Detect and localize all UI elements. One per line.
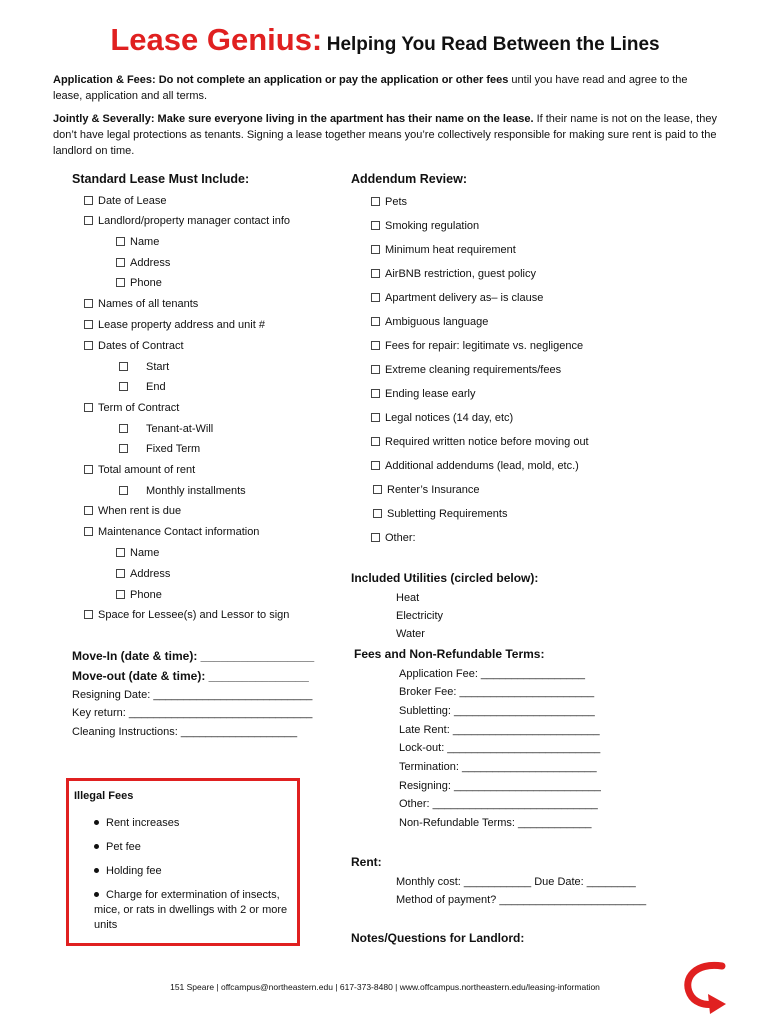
checklist-item[interactable]: Address xyxy=(116,257,170,269)
addendum-item[interactable]: Fees for repair: legitimate vs. negligence xyxy=(371,340,583,352)
checkbox-icon[interactable] xyxy=(84,610,93,619)
subtitle: Helping You Read Between the Lines xyxy=(326,34,660,55)
fee-broker[interactable]: Broker Fee: ______________________ xyxy=(399,686,595,698)
illegal-fee-item: Holding fee xyxy=(94,864,292,879)
checkbox-icon[interactable] xyxy=(119,362,128,371)
addendum-heading: Addendum Review: xyxy=(351,172,467,186)
checkbox-icon[interactable] xyxy=(116,278,125,287)
move-out-field[interactable]: Move-out (date & time): _______________ xyxy=(72,669,309,683)
fee-other[interactable]: Other: ___________________________ xyxy=(399,798,598,810)
intro-paragraph-applications xyxy=(53,72,718,104)
checkbox-icon[interactable] xyxy=(84,320,93,329)
checkbox-icon[interactable] xyxy=(371,245,380,254)
fee-termination[interactable]: Termination: ______________________ xyxy=(399,761,597,773)
checklist-item[interactable]: When rent is due xyxy=(84,505,181,517)
addendum-item[interactable]: AirBNB restriction, guest policy xyxy=(371,268,536,280)
checklist-item[interactable]: Monthly installments xyxy=(119,485,246,497)
checklist-item[interactable]: Maintenance Contact information xyxy=(84,526,259,538)
checklist-item[interactable]: Tenant-at-Will xyxy=(119,423,213,435)
checklist-item[interactable]: Space for Lessee(s) and Lessor to sign xyxy=(84,609,289,621)
addendum-item[interactable]: Legal notices (14 day, etc) xyxy=(371,412,513,424)
addendum-item[interactable]: Other: xyxy=(371,532,416,544)
checkbox-icon[interactable] xyxy=(84,299,93,308)
checklist-item[interactable]: Phone xyxy=(116,277,162,289)
checklist-item[interactable]: Phone xyxy=(116,589,162,601)
utility-electricity[interactable]: Electricity xyxy=(396,610,444,622)
notes-heading: Notes/Questions for Landlord: xyxy=(351,931,525,945)
bullet-icon xyxy=(94,892,99,897)
checkbox-icon[interactable] xyxy=(371,461,380,470)
addendum-item[interactable]: Additional addendums (lead, mold, etc.) xyxy=(371,460,579,472)
checkbox-icon[interactable] xyxy=(119,424,128,433)
intro-p2-bold: Jointly & Severally: Make sure everyone living in the apartment has their name on the lease. xyxy=(53,113,534,125)
utility-water[interactable]: Water xyxy=(396,628,425,640)
checkbox-icon[interactable] xyxy=(371,389,380,398)
bullet-icon xyxy=(94,820,99,825)
checkbox-icon[interactable] xyxy=(371,437,380,446)
fee-resigning[interactable]: Resigning: ________________________ xyxy=(399,780,601,792)
checklist-item[interactable]: Lease property address and unit # xyxy=(84,319,265,331)
checklist-item[interactable]: Name xyxy=(116,236,159,248)
checkbox-icon[interactable] xyxy=(116,569,125,578)
checklist-item[interactable]: Total amount of rent xyxy=(84,464,195,476)
checklist-item[interactable]: Fixed Term xyxy=(119,443,200,455)
payment-method-field[interactable]: Method of payment? ________________________ xyxy=(396,894,647,906)
checkbox-icon[interactable] xyxy=(371,269,380,278)
intro-p1-rest: until you have read and agree to the lease, application and all terms. xyxy=(53,74,688,102)
checklist-item[interactable]: Names of all tenants xyxy=(84,298,198,310)
illegal-fee-item: Pet fee xyxy=(94,840,292,855)
fee-non-refundable[interactable]: Non-Refundable Terms: ____________ xyxy=(399,817,592,829)
checkbox-icon[interactable] xyxy=(119,444,128,453)
addendum-item[interactable]: Smoking regulation xyxy=(371,220,479,232)
brand-title: Lease Genius: xyxy=(110,22,323,57)
checklist-item[interactable]: Address xyxy=(116,568,170,580)
addendum-item[interactable]: Apartment delivery as– is clause xyxy=(371,292,543,304)
move-in-field[interactable]: Move-In (date & time): _________________ xyxy=(72,649,315,663)
checklist-item[interactable]: End xyxy=(119,381,166,393)
bullet-icon xyxy=(94,868,99,873)
checkbox-icon[interactable] xyxy=(84,465,93,474)
checkbox-icon[interactable] xyxy=(119,382,128,391)
fees-heading: Fees and Non-Refundable Terms: xyxy=(354,647,545,661)
checkbox-icon[interactable] xyxy=(371,197,380,206)
addendum-item[interactable]: Required written notice before moving out xyxy=(371,436,589,448)
addendum-item[interactable]: Pets xyxy=(371,196,407,208)
checkbox-icon[interactable] xyxy=(119,486,128,495)
fee-lock-out[interactable]: Lock-out: _________________________ xyxy=(399,742,601,754)
fee-application[interactable]: Application Fee: _________________ xyxy=(399,668,585,680)
resigning-date-field[interactable]: Resigning Date: __________________________ xyxy=(72,689,313,701)
checklist-item[interactable]: Name xyxy=(116,547,159,559)
intro-p1-bold: Application & Fees: Do not complete an application or pay the application or other fees xyxy=(53,74,509,86)
checkbox-icon[interactable] xyxy=(371,293,380,302)
checkbox-icon[interactable] xyxy=(84,527,93,536)
illegal-fees-box xyxy=(66,778,300,946)
checkbox-icon[interactable] xyxy=(84,506,93,515)
illegal-fee-item: Charge for extermination of insects, mice, or rats in dwellings with 2 or more units xyxy=(94,889,288,931)
checkbox-icon[interactable] xyxy=(373,485,382,494)
addendum-item[interactable]: Extreme cleaning requirements/fees xyxy=(371,364,561,376)
checkbox-icon[interactable] xyxy=(116,590,125,599)
checkbox-icon[interactable] xyxy=(84,196,93,205)
page-title xyxy=(0,22,770,58)
checkbox-icon[interactable] xyxy=(371,365,380,374)
checkbox-icon[interactable] xyxy=(116,237,125,246)
checkbox-icon[interactable] xyxy=(116,548,125,557)
utilities-heading: Included Utilities (circled below): xyxy=(351,571,539,585)
illegal-fees-heading: Illegal Fees xyxy=(74,790,134,802)
key-return-field[interactable]: Key return: ______________________________ xyxy=(72,707,313,719)
addendum-item[interactable]: Subletting Requirements xyxy=(373,508,507,520)
checkbox-icon[interactable] xyxy=(84,216,93,225)
utility-heat[interactable]: Heat xyxy=(396,592,420,604)
rent-heading: Rent: xyxy=(351,855,382,869)
intro-paragraph-jointly xyxy=(53,111,718,159)
checkbox-icon[interactable] xyxy=(116,258,125,267)
standard-lease-heading: Standard Lease Must Include: xyxy=(72,172,250,186)
checklist-item[interactable]: Term of Contract xyxy=(84,402,179,414)
checkbox-icon[interactable] xyxy=(371,317,380,326)
footer: 151 Speare | offcampus@northeastern.edu | 617-373-8480 | www.offcampus.northeastern.edu/leasing-information xyxy=(170,982,600,992)
addendum-item[interactable]: Ending lease early xyxy=(371,388,476,400)
bullet-icon xyxy=(94,844,99,849)
intro-p2-rest: If their name is not on the lease, they don’t have legal protections as tenants. Signing a lease together means you’re collectively responsible for making sure rent is paid to the landlord on time. xyxy=(53,113,717,157)
checklist-item[interactable]: Start xyxy=(119,361,169,373)
addendum-item[interactable]: Ambiguous language xyxy=(371,316,488,328)
checkbox-icon[interactable] xyxy=(371,413,380,422)
checklist-item[interactable]: Date of Lease xyxy=(84,195,167,207)
checkbox-icon[interactable] xyxy=(84,341,93,350)
checkbox-icon[interactable] xyxy=(371,341,380,350)
monthly-cost-field[interactable]: Monthly cost: ___________ Due Date: ________ xyxy=(396,876,636,888)
cleaning-instructions-field[interactable]: Cleaning Instructions: ___________________ xyxy=(72,726,298,738)
checklist-item[interactable]: Dates of Contract xyxy=(84,340,184,352)
checkbox-icon[interactable] xyxy=(371,221,380,230)
curved-arrow-icon xyxy=(676,960,736,1016)
checkbox-icon[interactable] xyxy=(84,403,93,412)
checkbox-icon[interactable] xyxy=(373,509,382,518)
addendum-item[interactable]: Minimum heat requirement xyxy=(371,244,516,256)
fee-subletting[interactable]: Subletting: _______________________ xyxy=(399,705,595,717)
checklist-item[interactable]: Landlord/property manager contact info xyxy=(84,215,290,227)
checkbox-icon[interactable] xyxy=(371,533,380,542)
illegal-fee-item: Rent increases xyxy=(94,816,292,831)
fee-late-rent[interactable]: Late Rent: ________________________ xyxy=(399,724,600,736)
addendum-item[interactable]: Renter’s Insurance xyxy=(373,484,480,496)
